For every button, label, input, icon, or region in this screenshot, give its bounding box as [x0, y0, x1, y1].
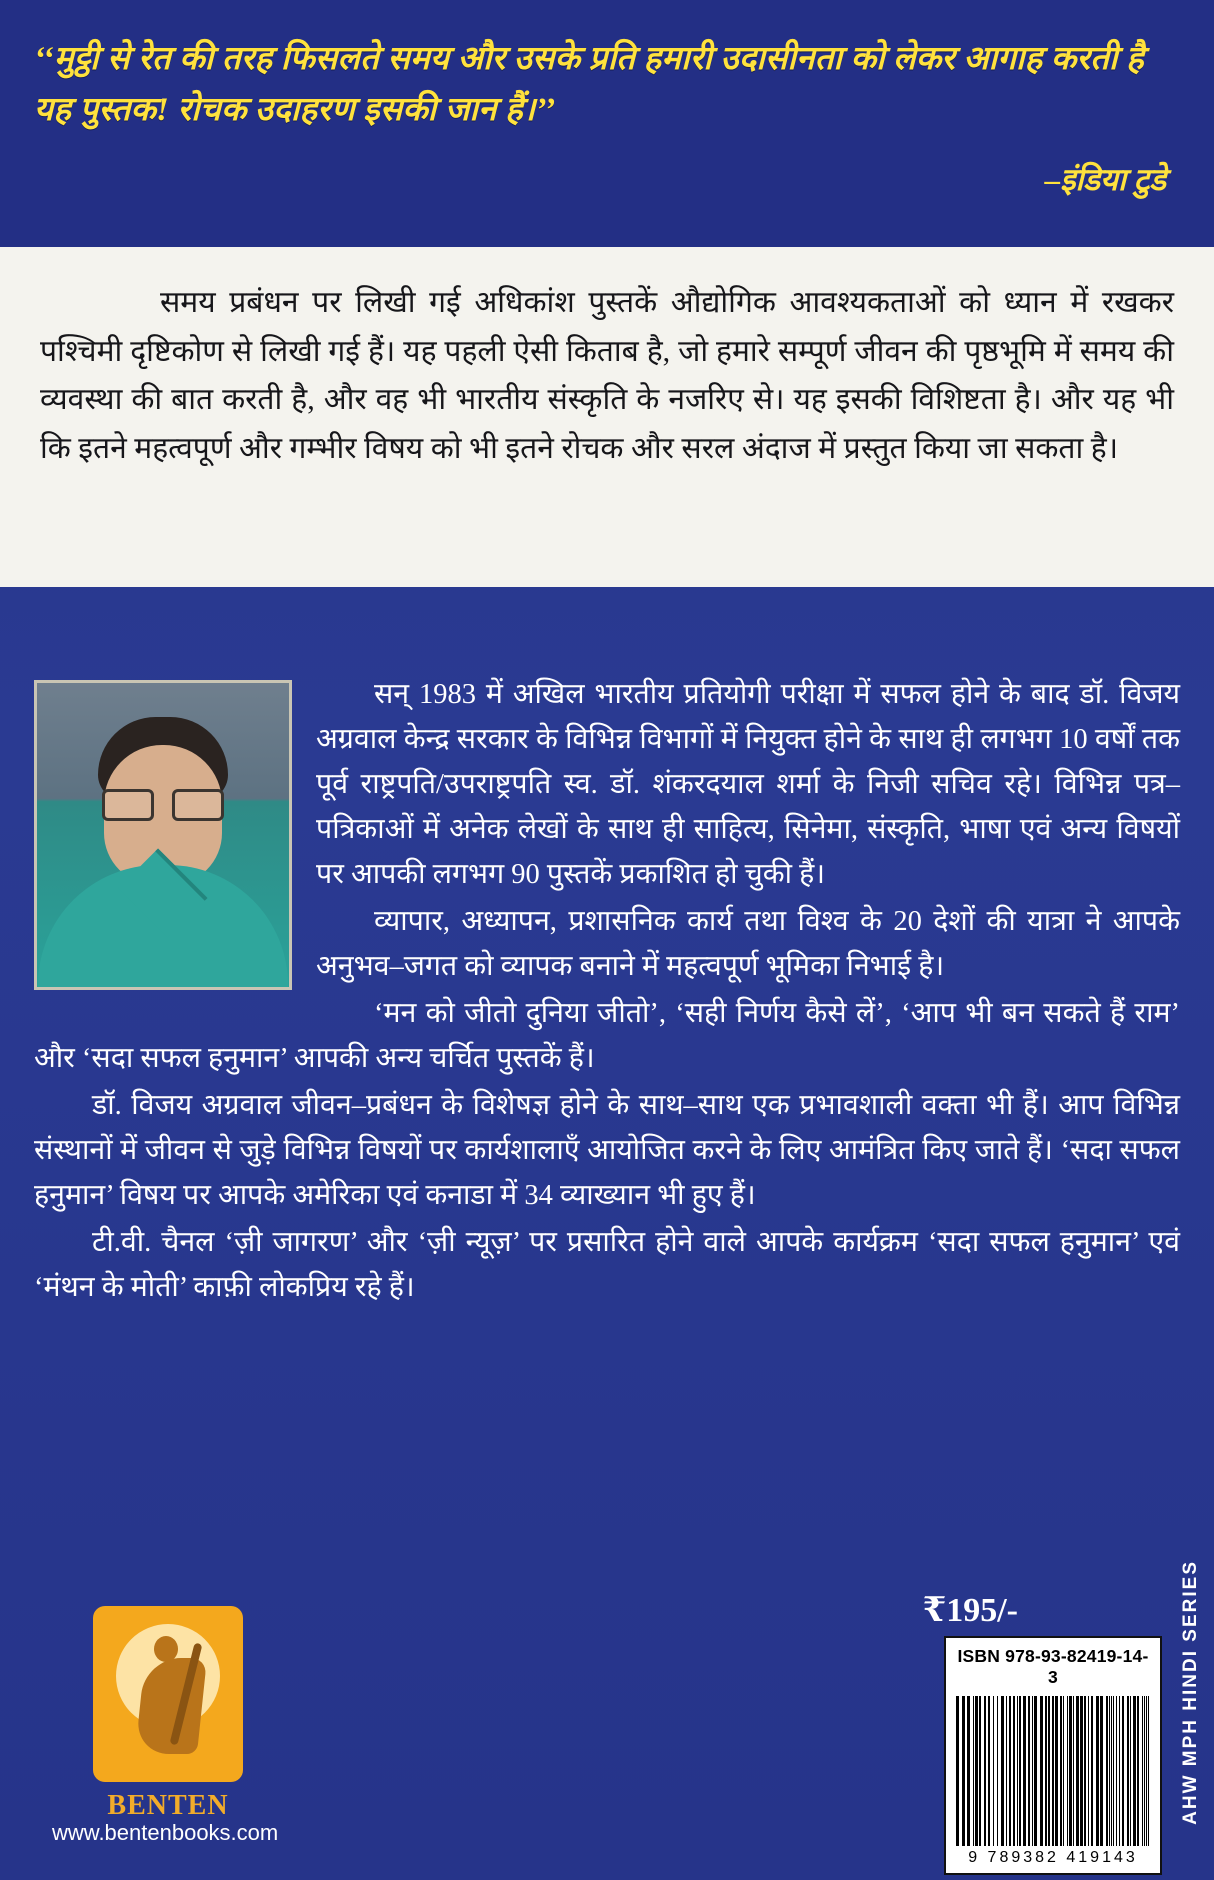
author-photo [34, 680, 292, 990]
publisher-website[interactable]: www.bentenbooks.com [52, 1820, 279, 1845]
author-bio-paragraph-1: सन् 1983 में अखिल भारतीय प्रतियोगी परीक्षा में सफल होने के बाद डॉ. विजय अग्रवाल केन्द्र सरकार के विभिन्न विभागों में नियुक्त होने के साथ ही लगभग 10 वर्षों तक पूर्व राष्ट्रपति/उपराष्ट्रपति स्व. डॉ. शंकरदयाल शर्मा के निजी सचिव रहे। विभिन्न पत्र–पत्रिकाओं में अनेक लेखों के साथ ही साहित्य, सिनेमा, संस्कृति, भाषा एवं अन्य विषयों पर आपकी लगभग 90 पुस्तकें प्रकाशित हो चुकी हैं। [316, 679, 1180, 891]
publisher-logo-block [68, 1606, 268, 1822]
author-bio-paragraph-3: ‘मन को जीतो दुनिया जीतो’, ‘सही निर्णय कैसे लें’, ‘आप भी बन सकते हैं राम’ और ‘सदा सफल हनुमान’ आपकी अन्य चर्चित पुस्तकें हैं। [34, 998, 1180, 1075]
review-quote-source: –इंडिया टुडे [1044, 162, 1166, 198]
review-quote-text: ‘‘मुट्ठी से रेत की तरह फिसलते समय और उसके प्रति हमारी उदासीनता को लेकर आगाह करती है यह पुस्तक! रोचक उदाहरण इसकी जान हैं।’’ [34, 41, 1144, 129]
book-blurb-text: समय प्रबंधन पर लिखी गई अधिकांश पुस्तकें औद्योगिक आवश्यकताओं को ध्यान में रखकर पश्चिमी दृष्टिकोण से लिखी गई हैं। यह पहली ऐसी किताब है, जो हमारे सम्पूर्ण जीवन की पृष्ठभूमि में समय की व्यवस्था की बात करती है, और वह भी भारतीय संस्कृति के नजरिए से। यह इसकी विशिष्टता है। और यह भी कि इतने महत्वपूर्ण और गम्भीर विषय को भी इतने रोचक और सरल अंदाज में प्रस्तुत किया जा सकता है। [40, 286, 1174, 465]
barcode-digits: 9 789382 419143 [968, 1849, 1138, 1866]
spine-series-label: AHW MPH HINDI SERIES [1180, 1560, 1201, 1825]
author-bio-paragraph-2: व्यापार, अध्यापन, प्रशासनिक कार्य तथा विश्व के 20 देशों की यात्रा ने आपके अनुभव–जगत को व्यापक बनाने में महत्वपूर्ण भूमिका निभाई है। [316, 906, 1180, 983]
publisher-logo-icon [93, 1606, 243, 1782]
book-blurb-panel [0, 247, 1214, 587]
glasses-icon [100, 789, 226, 817]
barcode-block [944, 1636, 1162, 1875]
isbn-label: ISBN 978-93-82419-14-3 [957, 1646, 1149, 1687]
author-bio-paragraph-4: डॉ. विजय अग्रवाल जीवन–प्रबंधन के विशेषज्ञ होने के साथ–साथ एक प्रभावशाली वक्ता भी हैं। आप विभिन्न संस्थानों में जीवन से जुड़े विभिन्न विषयों पर कार्यशालाएँ आयोजित करने के लिए आमंत्रित किए जाते हैं। ‘सदा सफल हनुमान’ विषय पर आपके अमेरिका एवं कनाडा में 34 व्याख्यान भी हुए हैं। [34, 1090, 1180, 1212]
author-bio-section [0, 600, 1214, 1312]
review-quote-band [0, 0, 1214, 247]
barcode-bars [956, 1696, 1150, 1846]
publisher-name: BENTEN [107, 1790, 229, 1821]
price-label: ₹195/- [922, 1592, 1018, 1629]
author-bio-paragraph-5: टी.वी. चैनल ‘ज़ी जागरण’ और ‘ज़ी न्यूज़’ पर प्रसारित होने वाले आपके कार्यक्रम ‘सदा सफल हनुमान’ एवं ‘मंथन के मोती’ काफ़ी लोकप्रिय रहे हैं। [34, 1227, 1180, 1304]
saraswati-figure-icon [138, 1636, 216, 1754]
